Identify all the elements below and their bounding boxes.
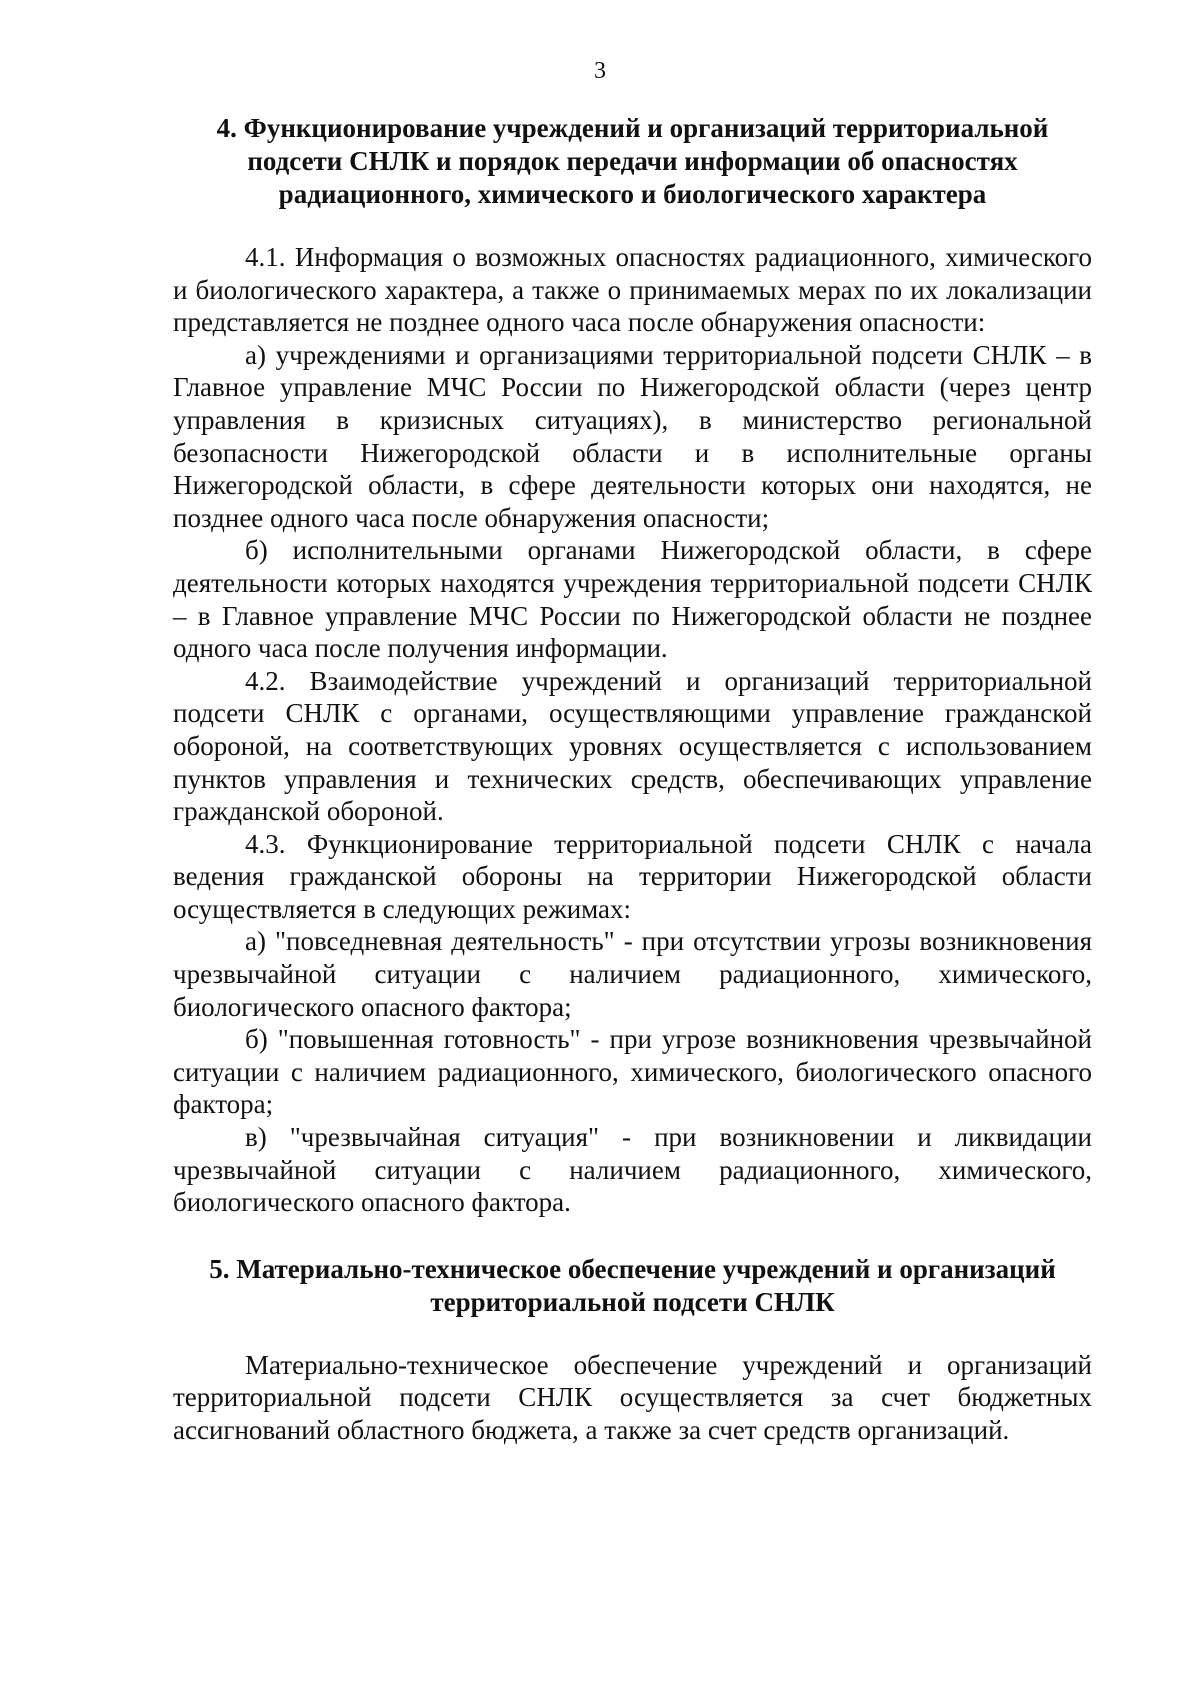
paragraph-4-3: 4.3. Функционирование территориальной подсети СНЛК с начала ведения гражданской обороны на территории Нижегородской области осуществляется в следующих режимах: [173, 828, 1092, 924]
paragraph-5: Материально-техническое обеспечение учреждений и организаций территориальной подсети СНЛК осуществляется за счет бюджетных ассигнований областного бюджета, а также за счет средств организаций. [173, 1349, 1092, 1445]
paragraph-4-1-b: б) исполнительными органами Нижегородской области, в сфере деятельности которых находятся учреждения территориальной подсети СНЛК – в Главное управление МЧС России по Нижегородской области не позднее одного часа после получения информации. [173, 535, 1092, 664]
section-5-heading: 5. Материально-техническое обеспечение учреждений и организаций территориальной подсети СНЛК [209, 1253, 1056, 1317]
paragraph-4-3-c: в) "чрезвычайная ситуация" - при возникновении и ликвидации чрезвычайной ситуации с наличием радиационного, химического, биологического опасного фактора. [173, 1122, 1092, 1218]
paragraph-4-2: 4.2. Взаимодействие учреждений и организаций территориальной подсети СНЛК с органами, осуществляющими управление гражданской обороной, на соответствующих уровнях осуществляется с использованием пунктов управления и технических средств, обеспечивающих управление гражданской обороной. [173, 665, 1092, 827]
page-number: 3 [594, 58, 606, 84]
paragraph-4-1-a: а) учреждениями и организациями территориальной подсети СНЛК – в Главное управление МЧС России по Нижегородской области (через центр управления в кризисных ситуациях), в министерство региональной безопасности Нижегородской области и в исполнительные органы Нижегородской области, в сфере деятельности которых они находятся, не позднее одного часа после обнаружения опасности; [173, 339, 1092, 533]
paragraph-4-1: 4.1. Информация о возможных опасностях радиационного, химического и биологического характера, а также о принимаемых мерах по их локализации представляется не позднее одного часа после обнаружения опасности: [173, 242, 1092, 338]
paragraph-4-3-a: а) "повседневная деятельность" - при отсутствии угрозы возникновения чрезвычайной ситуации с наличием радиационного, химического, биологического опасного фактора; [173, 926, 1092, 1022]
paragraph-4-3-b: б) "повышенная готовность" - при угрозе возникновения чрезвычайной ситуации с наличием радиационного, химического, биологического опасного фактора; [173, 1024, 1092, 1120]
document-body [173, 112, 1092, 1447]
section-4-heading: 4. Функционирование учреждений и организаций территориальной подсети СНЛК и порядок передачи информации об опасностях радиационного, химического и биологического характера [216, 113, 1049, 209]
